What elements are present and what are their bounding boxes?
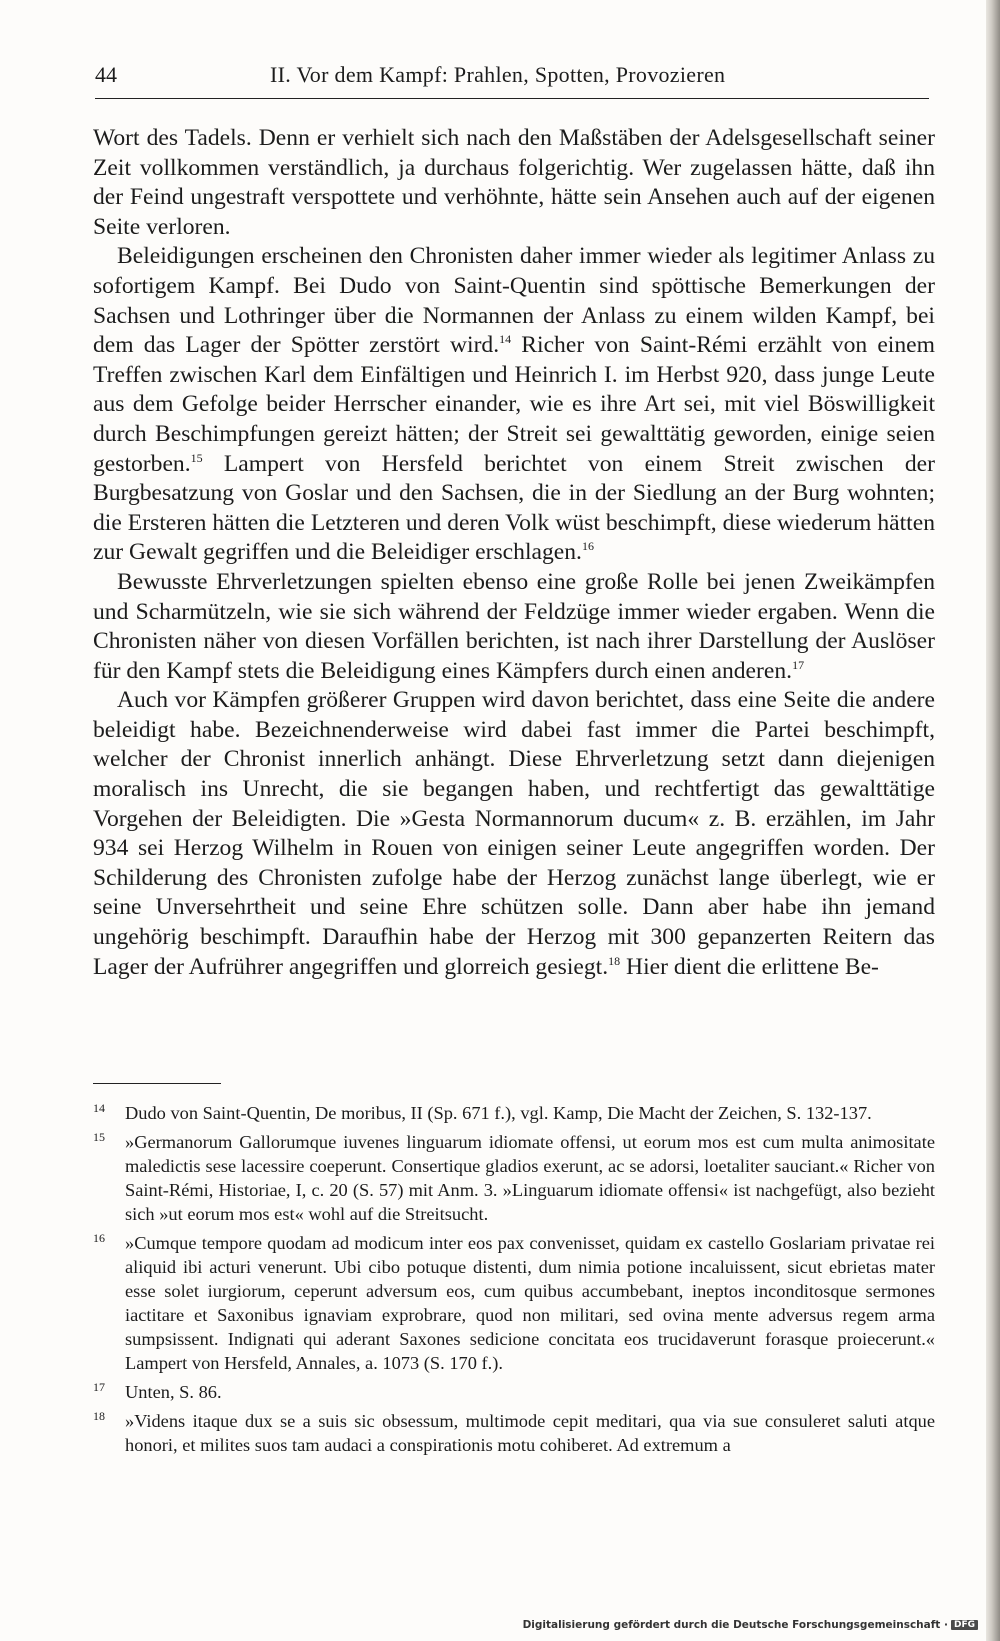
footnote-number: 14 <box>93 1101 105 1115</box>
footnote-ref-18[interactable]: 18 <box>608 953 621 968</box>
footnote-ref-17[interactable]: 17 <box>792 657 805 672</box>
page-number: 44 <box>95 62 117 87</box>
paragraph-2-part-c: Lampert von Hersfeld berichtet von einem Streit zwischen der Burgbesatzung von Goslar und den Sachsen, die in der Siedlung an der Burg wohnten; die Ersteren hätten die Letzteren und deren Volk wüst beschimpft, diese wiederum hätten zur Gewalt gegriffen und die Beleidiger erschlagen. <box>93 450 935 566</box>
footnote-number: 18 <box>93 1409 105 1423</box>
footnote-rule <box>93 1083 221 1084</box>
paragraph-2 <box>93 242 935 568</box>
footnote-text: »Videns itaque dux se a suis sic obsessum, multimode cepit meditari, qua via sue consuleret saluti atque honori, et milites suos tam audaci a conspirationis motu cohiberet. Ad extremum a <box>125 1411 935 1455</box>
digitization-credit <box>523 1619 978 1631</box>
footnote-14 <box>93 1101 935 1125</box>
paragraph-2-part-a: Beleidigungen erscheinen den Chronisten daher immer wieder als legitimer Anlass zu sofortigem Kampf. Bei Dudo von Saint-Quentin sind spöttische Bemerkungen der Sachsen und Lothringer über die Normannen der Anlass zu einem wilden Kampf, bei dem das Lager der Spötter zerstört wird. <box>93 243 935 359</box>
footnotes <box>93 1101 935 1462</box>
footnote-text: »Germanorum Gallorumque iuvenes linguarum idiomate offensi, ut eorum mos est cum multa animositate maledictis sese lacessire coeperunt. Consertique gladios exerunt, ac se adorsi, loetaliter sauciant.« Richer von Saint-Rémi, Historiae, I, c. 20 (S. 57) mit Anm. 3. »Linguarum idiomate offensi« ist nachgefügt, also bezieht sich »ut eorum mos est« wohl auf die Streitsucht. <box>125 1132 935 1224</box>
footnote-ref-15[interactable]: 15 <box>190 450 203 465</box>
main-text <box>93 124 935 982</box>
footnote-number: 16 <box>93 1231 105 1245</box>
credit-text: Digitalisierung gefördert durch die Deutsche Forschungsgemeinschaft · <box>522 1619 948 1631</box>
paragraph-4-part-b: Hier dient die erlittene Be- <box>620 953 879 980</box>
footnote-ref-16[interactable]: 16 <box>581 539 594 554</box>
dfg-logo: DFG <box>951 1620 978 1630</box>
footnote-15 <box>93 1130 935 1226</box>
paragraph-3 <box>93 568 935 686</box>
page-header <box>95 62 929 96</box>
footnote-ref-14[interactable]: 14 <box>499 332 512 347</box>
paragraph-1: Wort des Tadels. Denn er verhielt sich nach den Maßstäben der Adelsgesellschaft seiner Zeit vollkommen verständlich, ja durchaus folgerichtig. Wer zugelassen hätte, daß ihn der Feind ungestraft verspottete und verhöhnte, hätte sein Ansehen auch auf der eigenen Seite verloren. <box>93 125 935 240</box>
paragraph-2-part-b: Richer von Saint-Rémi erzählt von einem Treffen zwischen Karl dem Einfältigen und Heinrich I. im Herbst 920, dass junge Leute aus dem Gefolge beider Herrscher einander, wie es ihre Art sei, mit viel Böswilligkeit durch Beschimpfungen gereizt hätten; der Streit sei gewalttätig geworden, einige seien gestorben. <box>93 332 935 477</box>
footnote-16 <box>93 1231 935 1375</box>
footnote-number: 15 <box>93 1130 105 1144</box>
paragraph-3-text: Bewusste Ehrverletzungen spielten ebenso eine große Rolle bei jenen Zweikämpfen und Scharmützeln, wie sie sich während der Feldzüge immer wieder ergaben. Wenn die Chronisten näher von diesen Vorfällen berichten, ist nach ihrer Darstellung der Auslöser für den Kampf stets die Beleidigung eines Kämpfers durch einen anderen. <box>93 568 935 684</box>
footnote-number: 17 <box>93 1380 105 1394</box>
paragraph-4 <box>93 686 935 982</box>
footnote-18 <box>93 1409 935 1457</box>
footnote-17 <box>93 1380 935 1404</box>
running-head: II. Vor dem Kampf: Prahlen, Spotten, Provozieren <box>270 62 726 87</box>
paragraph-4-part-a: Auch vor Kämpfen größerer Gruppen wird davon berichtet, dass eine Seite die andere beleidigt habe. Bezeichnenderweise wird dabei fast immer die Partei beschimpft, welcher der Chronist innerlich anhängt. Diese Ehrverletzung setzt dann diejenigen moralisch ins Unrecht, die sie begangen haben, und rechtfertigt das gewalttätige Vorgehen der Beleidigten. Die »Gesta Normannorum ducum« z. B. erzählen, im Jahr 934 sei Herzog Wilhelm in Rouen von einigen seiner Leute angegriffen worden. Der Schilderung des Chronisten zufolge habe der Herzog zunächst lange überlegt, wie er seine Unversehrtheit und seine Ehre schützen solle. Dann aber habe ihn jemand ungehörig beschimpft. Daraufhin habe der Herzog mit 300 gepanzerten Reitern das Lager der Aufrührer angegriffen und glorreich gesiegt. <box>93 687 935 980</box>
page-edge-shadow <box>986 0 1000 1641</box>
header-rule <box>95 98 929 99</box>
footnote-text: »Cumque tempore quodam ad modicum inter eos pax convenisset, quidam ex castello Goslariam privatae rei aliquid ibi acturi venerunt. Ubi cibo potuque distenti, dum nimia potione incaluissent, sicut ebrietas mater esse solet iurgiorum, ceperunt adversum eos, cum quibus accumbebant, ineptos inconditosque sermones iactitare et Saxonibus ignaviam exprobrare, quod non militari, sed ovina mente adversus regem arma sumpsissent. Indignati qui aderant Saxones sedicione concitata eos trucidaverunt forasque proiecerunt.« Lampert von Hersfeld, Annales, a. 1073 (S. 170 f.). <box>125 1233 935 1373</box>
footnote-text: Dudo von Saint-Quentin, De moribus, II (Sp. 671 f.), vgl. Kamp, Die Macht der Zeichen, S. 132-137. <box>125 1103 872 1123</box>
footnote-text: Unten, S. 86. <box>125 1382 222 1402</box>
